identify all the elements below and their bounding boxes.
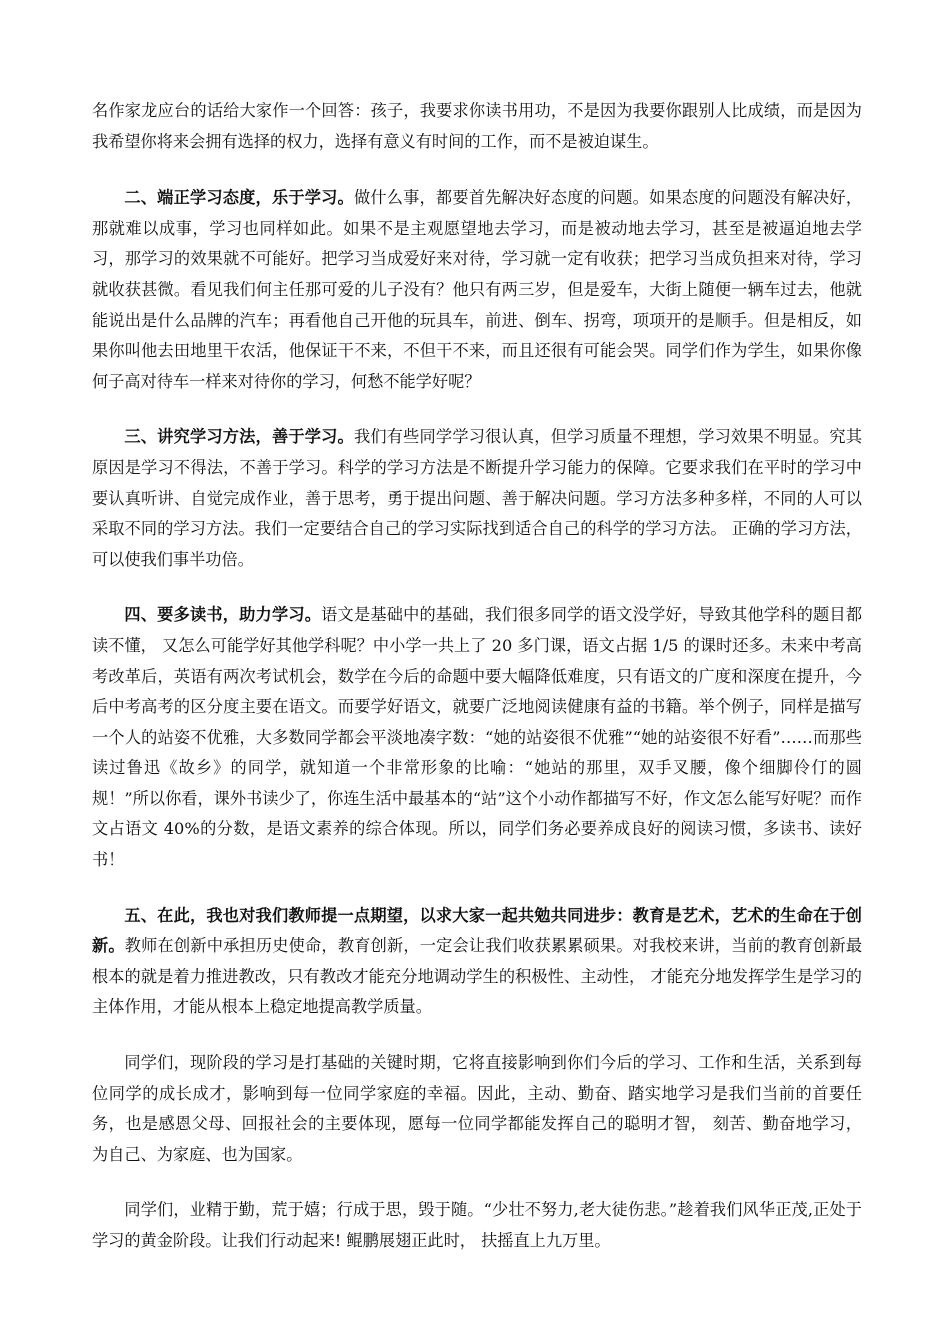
paragraph-section-3	[92, 422, 862, 575]
paragraph-section-5	[92, 901, 862, 1023]
document-page	[92, 96, 862, 1282]
section-heading: 五、在此，我也对我们教师提一点期望，以求大家一起共勉共同进步：教育是艺术，艺术的生命在于创新。	[92, 905, 862, 956]
paragraph-body: 名作家龙应台的话给大家作一个回答：孩子，我要求你读书用功，不是因为我要你跟别人比成绩，而是因为我希望你将来会拥有选择的权力，选择有意义有时间的工作，而不是被迫谋生。	[92, 101, 862, 151]
section-heading: 三、讲究学习方法，善于学习。	[124, 427, 354, 447]
paragraph-body: 同学们，业精于勤，荒于嬉；行成于思，毁于随。“少壮不努力,老大徒伤悲。”趁着我们风华正茂,正处于学习的黄金阶段。让我们行动起来! 鲲鹏展翅正此时， 扶摇直上九万里。	[92, 1200, 862, 1250]
paragraph-intro	[92, 96, 862, 157]
paragraph-body: 做什么事，都要首先解决好态度的问题。如果态度的问题没有解决好，那就难以成事，学习也同样如此。如果不是主观愿望地去学习，而是被动地去学习，甚至是被逼迫地去学习，那学习的效果就不可能好。把学习当成爱好来对待，学习就一定有收获；把学习当成负担来对待，学习就收获甚微。看见我们何主任那可爱的儿子没有？他只有两三岁，但是爱车，大街上随便一辆车过去，他就能说出是什么品牌的汽车；再看他自己开他的玩具车，前进、倒车、拐弯，项项开的是顺手。但是相反，如果你叫他去田地里干农活，他保证干不来，不但干不来，而且还很有可能会哭。同学们作为学生，如果你像何子高对待车一样来对待你的学习，何愁不能学好呢？	[92, 188, 863, 391]
paragraph-body: 同学们，现阶段的学习是打基础的关键时期，它将直接影响到你们今后的学习、工作和生活，关系到每位同学的成长成才，影响到每一位同学家庭的幸福。因此，主动、勤奋、踏实地学习是我们当前的首要任务，也是感恩父母、回报社会的主要体现，愿每一位同学都能发挥自己的聪明才智， 刻苦、勤奋地学习， 为自己、为家庭、也为国家。	[92, 1053, 862, 1164]
paragraph-body: 语文是基础中的基础，我们很多同学的语文没学好，导致其他学科的题目都读不懂， 又怎么可能学好其他学科呢？中小学一共上了 20 多门课，语文占据 1/5 的课时还多。未来中考高考改革后，英语有两次考试机会，数学在今后的命题中要大幅降低难度，只有语文的广度和深度在提升，今后中考高考的区分度主要在语文。而要学好语文，就要广泛地阅读健康有益的书籍。举个例子，同样是描写一个人的站姿不优雅，大多数同学都会平淡地凑字数：“她的站姿很不优雅”“她的站姿很不好看”……而那些读过鲁迅《故乡》的同学，就知道一个非常形象的比喻：“她站的那里，双手叉腰，像个细脚伶仃的圆规！”所以你看，课外书读少了，你连生活中最基本的“站”这个小动作都描写不好，作文怎么能写好呢？而作文占语文 40%的分数，是语文素养的综合体现。所以，同学们务必要养成良好的阅读习惯，多读书、读好书！	[92, 605, 863, 870]
paragraph-body: 我们有些同学学习很认真，但学习质量不理想，学习效果不明显。究其原因是学习不得法，不善于学习。科学的学习方法是不断提升学习能力的保障。它要求我们在平时的学习中要认真听讲、自觉完成作业，善于思考，勇于提出问题、善于解决问题。学习方法多种多样，不同的人可以采取不同的学习方法。我们一定要结合自己的学习实际找到适合自己的科学的学习方法。 正确的学习方法，可以使我们事半功倍。	[92, 427, 863, 569]
paragraph-conclusion	[92, 1048, 862, 1170]
paragraph-closing	[92, 1195, 862, 1256]
paragraph-section-2	[92, 183, 862, 397]
section-heading: 二、端正学习态度，乐于学习。	[124, 188, 354, 208]
paragraph-section-4	[92, 600, 862, 875]
paragraph-body: 教师在创新中承担历史使命，教育创新，一定会让我们收获累累硕果。对我校来讲，当前的教育创新最根本的就是着力推进教改，只有教改才能充分地调动学生的积极性、主动性， 才能充分地发挥学生是学习的主体作用，才能从根本上稳定地提高教学质量。	[92, 936, 863, 1017]
section-heading: 四、要多读书，助力学习。	[124, 605, 322, 625]
